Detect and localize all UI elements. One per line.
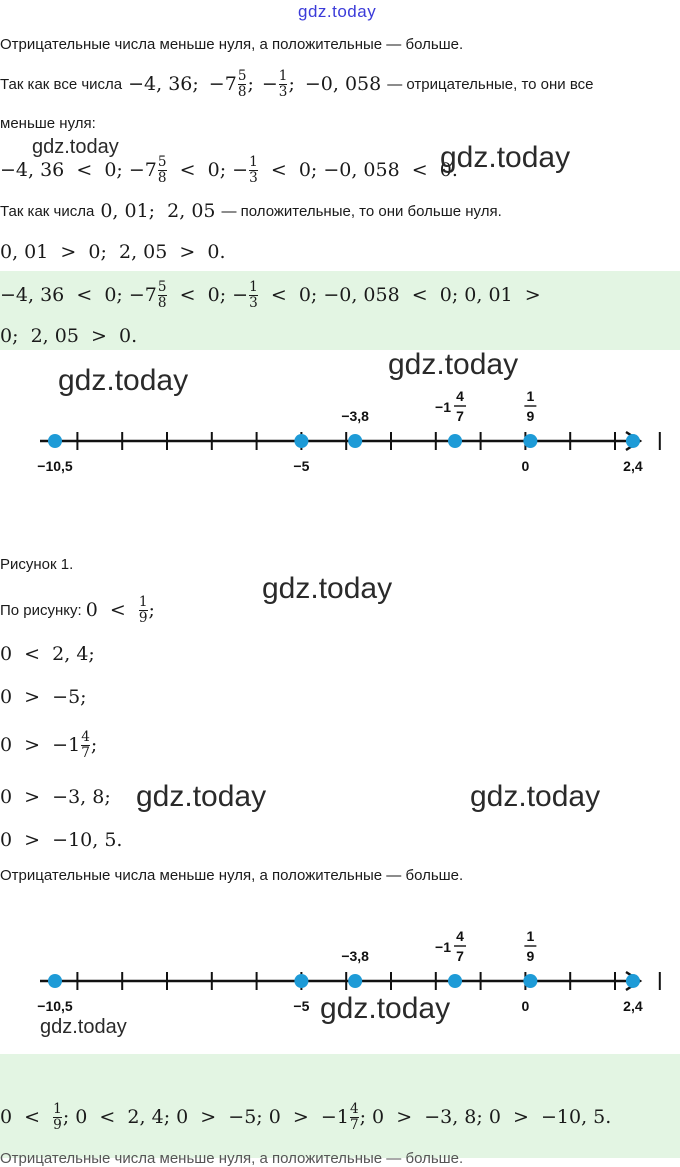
less-than-zero-text: меньше нуля: [0, 115, 96, 132]
comparison-line: 0 > −3, 8; [0, 786, 111, 808]
tick-label: 0 [521, 458, 530, 474]
fraction: $\frac{1}{3}$ [249, 153, 258, 186]
watermark: gdz.today [262, 572, 393, 605]
point-label: −5 [293, 458, 310, 474]
data-point [523, 434, 537, 448]
math-value: < 0; − [167, 284, 249, 306]
by-figure-line [0, 588, 155, 632]
final-answer [0, 1090, 611, 1144]
point-label: −10,5 [37, 458, 73, 474]
fraction: $\frac{1}{3}$ [249, 278, 258, 311]
data-point [48, 434, 62, 448]
answer-line-2: 0; 2, 05 > 0. [0, 325, 138, 347]
point-label-denominator: 9 [526, 948, 535, 964]
watermark: gdz.today [136, 780, 267, 813]
fraction: $\frac{5}{8}$ [157, 278, 167, 311]
data-point [348, 974, 362, 988]
point-label-numerator: 1 [526, 928, 535, 944]
math-value: ; 0 > −3, 8; 0 > −10, 5. [359, 1106, 612, 1128]
comparison-line: 0 > −5; [0, 686, 87, 708]
fraction: $\frac{1}{9}$ [138, 593, 148, 626]
data-point [48, 974, 62, 988]
fraction: $\frac{4}{7}$ [81, 728, 90, 761]
conclusion-text: Отрицательные числа меньше нуля, а положительные — больше. [0, 867, 464, 884]
math-value: < 0; − [167, 159, 249, 181]
point-label-numerator: 4 [456, 928, 464, 944]
math-value: −7 [208, 73, 237, 95]
data-point [626, 974, 640, 988]
watermark: gdz.today [388, 348, 519, 381]
point-label: −3,8 [341, 948, 369, 964]
math-value: ; [90, 734, 98, 756]
math-value: −4, 36 < 0; −7 [0, 284, 157, 306]
fraction: $\frac{5}{8}$ [237, 67, 247, 100]
point-label: −1 [435, 399, 452, 415]
watermark: gdz.today [58, 364, 189, 397]
watermark: gdz.today [470, 780, 601, 813]
watermark: gdz.today [320, 992, 451, 1025]
point-label: −3,8 [341, 408, 369, 424]
by-figure-label: По рисунку: [0, 601, 82, 619]
data-point [523, 974, 537, 988]
sentence-suffix: — положительные, то они больше нуля. [221, 202, 502, 220]
intro-text: Отрицательные числа меньше нуля, а положительные — больше. [0, 36, 464, 53]
math-value: ; 0 < 2, 4; 0 > −5; 0 > −1 [62, 1106, 349, 1128]
point-label-numerator: 1 [526, 388, 535, 404]
cut-off-text: Отрицательные числа меньше нуля, а положительные — больше. [0, 1150, 464, 1167]
negative-numbers-sentence [0, 62, 593, 106]
answer-line-1 [0, 272, 541, 318]
fraction: $\frac{5}{8}$ [157, 153, 167, 186]
math-value: 0 < [85, 599, 138, 621]
comparison-line: 0 < 2, 4; [0, 643, 95, 665]
tick-label: 0 [521, 998, 530, 1014]
math-value: 0 > −1 [0, 734, 81, 756]
math-value: −4, 36 < 0; −7 [0, 159, 157, 181]
data-point [294, 434, 308, 448]
math-separator: ; [288, 73, 295, 95]
figure-caption: Рисунок 1. [0, 556, 74, 573]
watermark: gdz.today [40, 1016, 127, 1038]
data-point [448, 434, 462, 448]
fraction: $\frac{1}{9}$ [53, 1100, 62, 1133]
point-label: −5 [293, 998, 310, 1014]
number-line-figure [0, 380, 680, 490]
math-value: < 0; −0, 058 < 0. [258, 159, 458, 181]
data-point [626, 434, 640, 448]
point-label-denominator: 9 [526, 408, 535, 424]
math-value: −0, 058 [304, 73, 382, 95]
point-label-denominator: 7 [456, 948, 464, 964]
data-point [348, 434, 362, 448]
top-watermark: gdz.today [298, 2, 377, 21]
fraction: $\frac{4}{7}$ [349, 1100, 359, 1133]
math-value: 0, 01; 2, 05 [100, 200, 216, 222]
sentence-prefix: Так как числа [0, 202, 95, 220]
data-point [294, 974, 308, 988]
sentence-suffix: — отрицательные, то они все [387, 75, 594, 93]
watermark: gdz.today [32, 136, 119, 158]
watermark: gdz.today [440, 141, 571, 174]
point-label: −1 [435, 939, 452, 955]
fraction: $\frac{1}{3}$ [278, 67, 288, 100]
math-value: −4, 36; [128, 73, 199, 95]
point-label: −10,5 [37, 998, 73, 1014]
math-value: ; [148, 599, 155, 621]
math-value: < 0; −0, 058 < 0; 0, 01 > [258, 284, 541, 306]
math-separator: ; [247, 73, 254, 95]
point-label: 2,4 [623, 998, 643, 1014]
comparison-line: 0 > −10, 5. [0, 829, 123, 851]
point-label-numerator: 4 [456, 388, 464, 404]
point-label: 2,4 [623, 458, 643, 474]
math-value: − [261, 73, 278, 95]
point-label-denominator: 7 [456, 408, 464, 424]
positive-inequalities: 0, 01 > 0; 2, 05 > 0. [0, 241, 226, 263]
sentence-prefix: Так как все числа [0, 75, 123, 93]
positive-numbers-sentence [0, 199, 502, 223]
math-value: 0 < [0, 1106, 53, 1128]
comparison-line [0, 722, 97, 768]
data-point [448, 974, 462, 988]
